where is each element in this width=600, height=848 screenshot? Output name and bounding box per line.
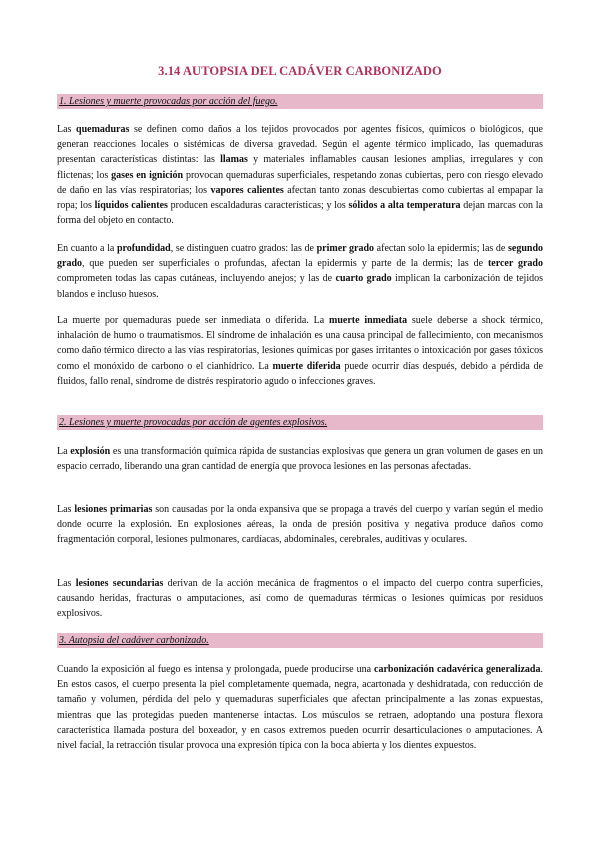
- bold-term: profundidad: [116, 243, 171, 254]
- section-heading-2: 2. Lesiones y muerte provocadas por acción de agentes explosivos.: [57, 415, 543, 430]
- section-heading-1: 1. Lesiones y muerte provocadas por acción del fuego.: [57, 94, 543, 109]
- paragraph: [57, 662, 543, 753]
- bold-term: lesiones secundarias: [75, 578, 164, 589]
- text-run: Las: [57, 578, 76, 589]
- text-run: La: [57, 446, 71, 457]
- text-run: se definen como daños a los tejidos provocados por agentes físicos, químicos o biológicos, que generan reacciones locales o sistémicas de diversa gravedad. Según el agente térmico implicado, las quemaduras presentan características distintas: las: [57, 124, 543, 166]
- bold-term: lesiones primarias: [74, 504, 153, 515]
- text-run: y materiales inflamables causan lesiones amplias, irregulares y con flictenas; los: [57, 154, 543, 181]
- text-run: Cuando la exposición al fuego es intensa y prolongada, puede producirse una: [57, 664, 375, 675]
- bold-term: vapores calientes: [210, 184, 284, 196]
- text-run: . En estos casos, el cuerpo presenta la piel completamente quemada, negra, acartonada y deshidratada, con reducción de tamaño y volumen, pérdida del pelo y quemaduras superficiales que afectan principalmente a las zonas expuestas, mientras que las protegidas pueden mantenerse intactas. Los músculos se retraen, adoptando una postura flexora característica llamada postura del boxeador, y en casos extremos pueden ocurrir desarticulaciones o amputaciones. A nivel facial, la retracción tisular provoca una expresión típica con la boca abierta y los dientes expuestos.: [57, 664, 543, 752]
- bold-term: carbonización cadavérica generalizada: [374, 664, 541, 675]
- bold-term: gases en ignición: [111, 169, 184, 181]
- text-run: , que pueden ser superficiales o profundas, afectan la epidermis y parte de la dermis; las de: [82, 258, 488, 270]
- paragraph: [57, 313, 543, 389]
- text-run: derivan de la acción mecánica de fragmentos o el impacto del cuerpo contra superficies, causando heridas, fracturas o amputaciones, así como de quemaduras térmicas o lesiones químicas por residuos explosivos.: [57, 578, 543, 620]
- text-run: afectan tanto zonas descubiertas como cubiertas al empapar la ropa; los: [57, 184, 544, 212]
- bold-term: segundo grado: [57, 243, 543, 270]
- text-run: producen escaldaduras características; y los: [167, 200, 349, 212]
- text-run: comprometen todas las capas cutáneas, incluyendo anejos; y las de: [57, 273, 336, 285]
- bold-term: muerte inmediata: [329, 315, 408, 326]
- text-run: En cuanto a la: [57, 243, 117, 254]
- text-run: suele deberse a shock térmico, inhalación de humo o traumatismos. El síndrome de inhalación es una causa principal de fallecimiento, con mecanismos como daño térmico directo a las vías respiratorias, lesiones químicas por gases irritantes o intoxicación por gases tóxicos como el monóxido de carbono o el cianhídrico. La: [57, 315, 543, 372]
- paragraph: [57, 444, 543, 474]
- text-run: provocan quemaduras superficiales, respetando zonas cubiertas, pero con riesgo elevado de daño en las vías respiratorias; los: [57, 169, 543, 196]
- bold-term: llamas: [220, 154, 248, 166]
- paragraph: [57, 241, 543, 302]
- text-run: La muerte por quemaduras puede ser inmediata o diferida. La: [57, 315, 330, 326]
- document-title: 3.14 AUTOPSIA DEL CADÁVER CARBONIZADO: [158, 64, 442, 78]
- text-run: Las: [57, 124, 77, 135]
- text-run: , se distinguen cuatro grados: las de: [170, 243, 317, 254]
- text-run: es una transformación química rápida de sustancias explosivas que genera un gran volumen de gases en un espacio cerrado, liberando una gran cantidad de energía que provoca lesiones en las personas afectadas.: [57, 446, 543, 473]
- bold-term: explosión: [70, 446, 111, 457]
- paragraph: [57, 502, 543, 548]
- text-run: puede ocurrir días después, debido a pérdida de fluidos, fallo renal, síndrome de distrés respiratorio agudo o infecciones graves.: [57, 360, 543, 387]
- paragraph: [57, 576, 543, 622]
- text-run: afectan solo la epidermis; las de: [374, 243, 508, 254]
- bold-term: tercer grado: [487, 258, 543, 270]
- bold-term: líquidos calientes: [94, 200, 168, 212]
- text-run: Las: [57, 504, 75, 515]
- bold-term: primer grado: [316, 243, 375, 254]
- text-run: dejan marcas con la forma del objeto en contacto.: [57, 200, 543, 227]
- text-run: implican la carbonización de tejidos blandos e incluso huesos.: [57, 273, 543, 300]
- bold-term: muerte diferida: [272, 360, 341, 372]
- text-run: son causadas por la onda expansiva que se propaga a través del cuerpo y varían según el medio donde ocurre la explosión. En explosiones aéreas, la onda de presión positiva y negativa produce daños como fragmentación corporal, lesiones pulmonares, cardíacas, abdominales, cerebrales, auditivas y oculares.: [57, 504, 543, 546]
- bold-term: cuarto grado: [335, 273, 392, 285]
- paragraph: [57, 122, 543, 228]
- bold-term: quemaduras: [76, 124, 130, 135]
- bold-term: sólidos a alta temperatura: [348, 200, 461, 212]
- section-heading-3: 3. Autopsia del cadáver carbonizado.: [57, 633, 543, 648]
